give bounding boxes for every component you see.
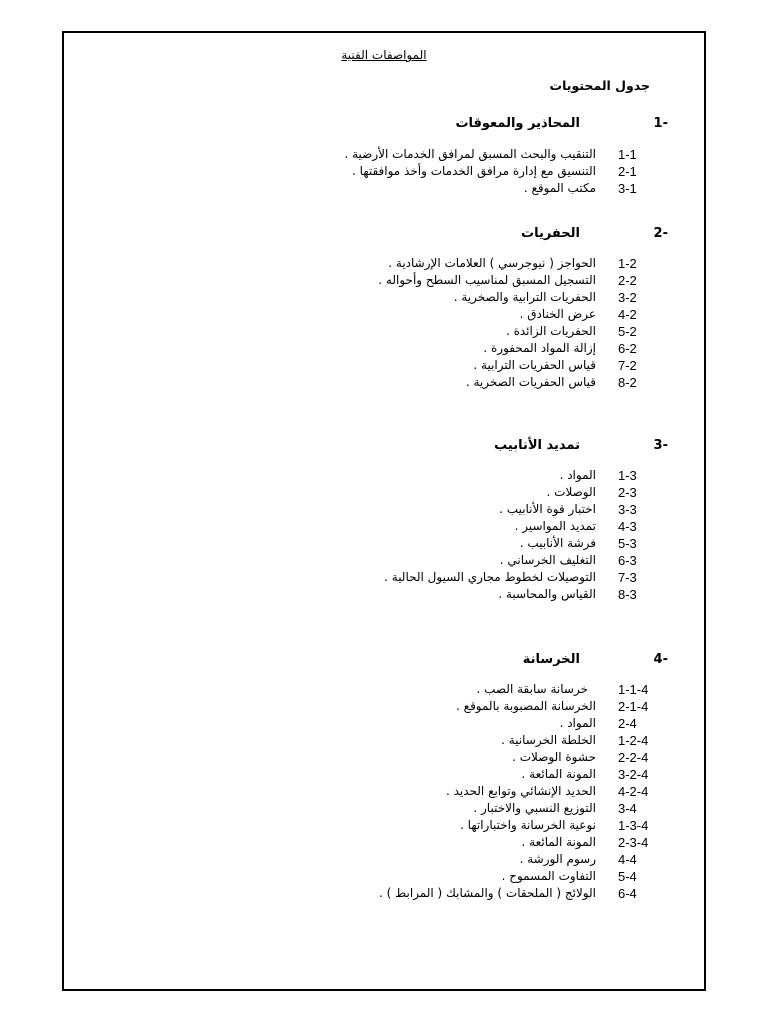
section-title: تمديد الأنابيب	[494, 438, 580, 453]
item-number: 1-2-4	[618, 733, 649, 748]
item-number: 3-1	[618, 181, 637, 196]
item-text: التسجيل المسبق لمناسيب السطح وأحواله .	[378, 273, 596, 287]
toc-heading: جدول المحتويات	[549, 78, 650, 93]
section-title: الخرسانة	[522, 652, 580, 667]
item-number: 1-1	[618, 147, 637, 162]
item-text: قياس الحفريات الصخرية .	[465, 375, 596, 389]
item-number: 3-2-4	[618, 767, 649, 782]
item-number: 2-2-4	[618, 750, 649, 765]
item-text: الحواجز ( نيوجرسي ) العلامات الإرشادية .	[388, 256, 596, 270]
item-number: 4-2	[618, 307, 637, 322]
section-number: -1	[653, 116, 668, 131]
item-number: 2-3	[618, 485, 637, 500]
item-number: 8-2	[618, 375, 637, 390]
item-text: اختبار قوة الأنابيب .	[499, 502, 596, 516]
section-title: المحاذير والمعوقات	[455, 116, 580, 131]
item-text: المونة المائعة .	[521, 767, 596, 781]
item-number: 1-3	[618, 468, 637, 483]
item-number: 7-2	[618, 358, 637, 373]
item-text: المواد .	[559, 468, 596, 482]
item-text: الخرسانة المصبوبة بالموقع .	[456, 699, 596, 713]
item-number: 4-3	[618, 519, 637, 534]
item-number: 2-4	[618, 716, 637, 731]
item-number: 6-4	[618, 886, 637, 901]
section-number: -4	[653, 652, 668, 667]
item-text: الحفريات الزائدة .	[505, 324, 596, 338]
section-number: -2	[653, 226, 668, 241]
item-number: 2-3-4	[618, 835, 649, 850]
item-number: 3-2	[618, 290, 637, 305]
item-text: التنسيق مع إدارة مرافق الخدمات وأخذ موافقتها .	[352, 164, 596, 178]
item-text: عرض الخنادق .	[519, 307, 596, 321]
item-text: الحديد الإنشائي وتوابع الحديد .	[445, 784, 596, 798]
item-number: 2-2	[618, 273, 637, 288]
item-text: الحفريات الترابية والصخرية .	[453, 290, 596, 304]
item-text: نوعية الخرسانة واختباراتها .	[460, 818, 596, 832]
item-text: تمديد المواسير .	[514, 519, 596, 533]
item-number: 5-3	[618, 536, 637, 551]
item-number: 2-1-4	[618, 699, 649, 714]
item-text: رسوم الورشة .	[519, 852, 596, 866]
item-text: التغليف الخرساني .	[499, 553, 596, 567]
item-number: 6-2	[618, 341, 637, 356]
item-number: 3-4	[618, 801, 637, 816]
item-number: 2-1	[618, 164, 637, 179]
item-number: 3-3	[618, 502, 637, 517]
section-number: -3	[653, 438, 668, 453]
item-text: التنقيب والبحث المسبق لمرافق الخدمات الأرضية .	[344, 147, 596, 161]
item-text: خرسانة سابقة الصب .	[476, 682, 588, 696]
item-number: 4-2-4	[618, 784, 649, 799]
item-number: 1-1-4	[618, 682, 649, 697]
item-number: 8-3	[618, 587, 637, 602]
item-number: 1-2	[618, 256, 637, 271]
item-text: قياس الحفريات الترابية .	[473, 358, 596, 372]
item-text: إزالة المواد المحفورة .	[483, 341, 596, 355]
item-text: الولائج ( الملحقات ) والمشابك ( المرابط ) .	[379, 886, 596, 900]
item-text: القياس والمحاسبة .	[498, 587, 596, 601]
item-text: حشوة الوصلات .	[512, 750, 596, 764]
item-number: 4-4	[618, 852, 637, 867]
document-title: المواصفات الفنية	[341, 48, 427, 62]
item-number: 7-3	[618, 570, 637, 585]
item-text: مكتب الموقع .	[523, 181, 596, 195]
item-text: المواد .	[559, 716, 596, 730]
item-text: الوصلات .	[546, 485, 596, 499]
item-text: التوصيلات لخطوط مجاري السيول الحالية .	[384, 570, 596, 584]
item-number: 1-3-4	[618, 818, 649, 833]
item-number: 5-2	[618, 324, 637, 339]
item-text: المونة المائعة .	[521, 835, 596, 849]
section-title: الحفريات	[521, 226, 580, 241]
item-text: التوزيع النسبي والاختبار .	[473, 801, 596, 815]
item-number: 5-4	[618, 869, 637, 884]
item-text: الخلطة الخرسانية .	[501, 733, 596, 747]
item-text: التفاوت المسموح .	[501, 869, 596, 883]
item-number: 6-3	[618, 553, 637, 568]
item-text: فرشة الأنابيب .	[519, 536, 596, 550]
